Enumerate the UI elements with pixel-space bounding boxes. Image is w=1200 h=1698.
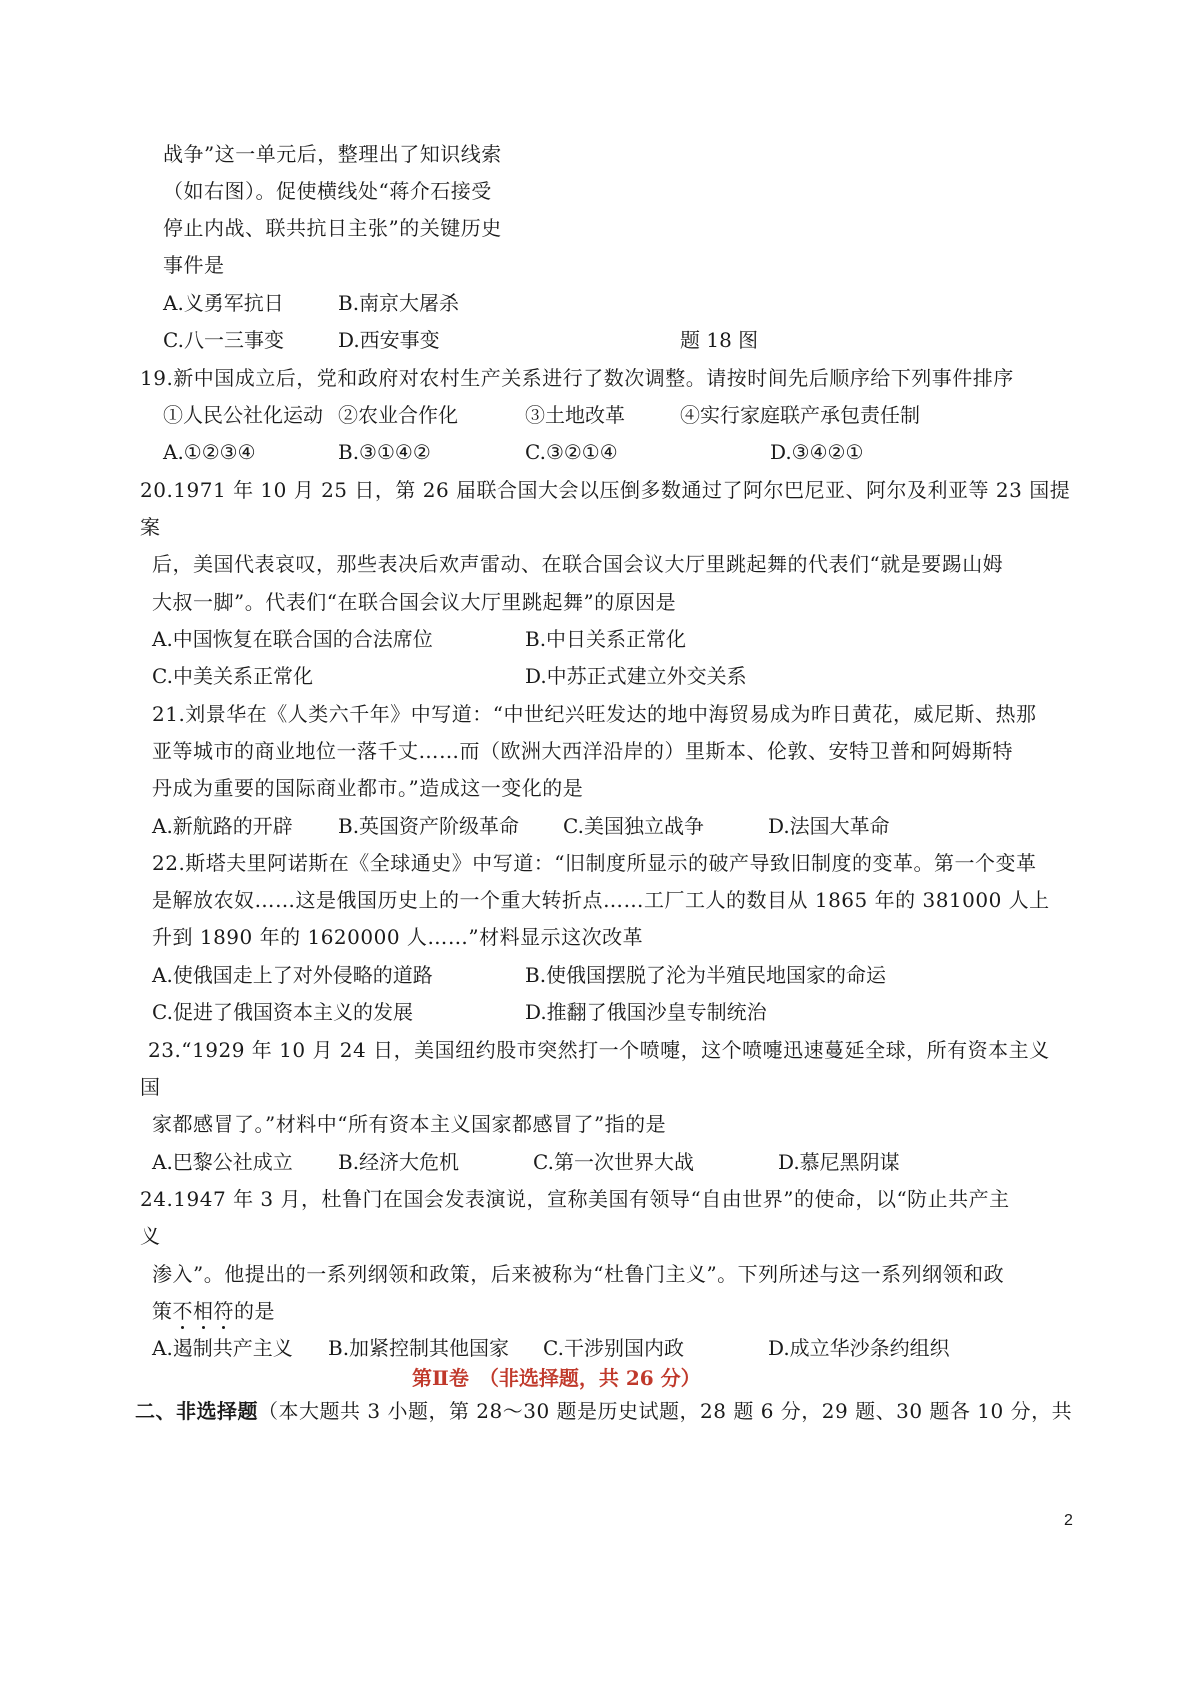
q20-line-1: 20.1971 年 10 月 25 日，第 26 届联合国大会以压倒多数通过了阿尔巴尼亚、阿尔及利亚等 23 国提 xyxy=(140,478,1071,502)
q21-option-b: B.英国资产阶级革命 xyxy=(338,814,520,838)
q24-line-1: 24.1947 年 3 月，杜鲁门在国会发表演说，宣称美国有领导“自由世界”的使命，以“防止共产主 xyxy=(140,1187,1010,1211)
page-number: 2 xyxy=(1064,1512,1073,1529)
q23-line-3: 家都感冒了。”材料中“所有资本主义国家都感冒了”指的是 xyxy=(152,1112,667,1136)
part2-section-line xyxy=(135,1397,1072,1425)
q22-line-1: 22.斯塔夫里阿诺斯在《全球通史》中写道：“旧制度所显示的破产导致旧制度的变革。第一个变革 xyxy=(152,851,1037,875)
q24-emphasis-text xyxy=(173,1299,235,1323)
q20-option-c: C.中美关系正常化 xyxy=(152,664,313,688)
q22-option-d: D.推翻了俄国沙皇专制统治 xyxy=(525,1000,767,1024)
q19-option-b: B.③①④② xyxy=(338,440,431,464)
q18-option-c: C.八一三事变 xyxy=(163,328,284,352)
q19-item-3: ③土地改革 xyxy=(525,403,625,427)
q19-option-a: A.①②③④ xyxy=(163,440,256,464)
q19-stem: 19.新中国成立后，党和政府对农村生产关系进行了数次调整。请按时间先后顺序给下列事件排序 xyxy=(140,366,1014,390)
q18-figure-caption: 题 18 图 xyxy=(680,328,759,352)
q24-line-4-suffix: 的是 xyxy=(234,1299,275,1323)
q18-option-b: B.南京大屠杀 xyxy=(338,291,460,315)
q24-option-d: D.成立华沙条约组织 xyxy=(768,1336,950,1360)
emphasis-char: 相 xyxy=(193,1299,214,1323)
q19-option-d: D.③④②① xyxy=(770,440,864,464)
q23-line-1: 23.“1929 年 10 月 24 日，美国纽约股市突然打一个喷嚏，这个喷嚏迅速蔓延全球，所有资本主义 xyxy=(148,1038,1050,1062)
emphasis-char: 不 xyxy=(172,1299,193,1323)
q21-option-a: A.新航路的开辟 xyxy=(152,814,293,838)
q20-option-a: A.中国恢复在联合国的合法席位 xyxy=(152,627,433,651)
q23-option-b: B.经济大危机 xyxy=(338,1150,460,1174)
q22-option-b: B.使俄国摆脱了沦为半殖民地国家的命运 xyxy=(525,963,887,987)
q19-item-4: ④实行家庭联产承包责任制 xyxy=(680,403,920,427)
q22-option-c: C.促进了俄国资本主义的发展 xyxy=(152,1000,413,1024)
q23-option-a: A.巴黎公社成立 xyxy=(152,1150,293,1174)
q24-line-4-prefix: 策 xyxy=(152,1299,173,1323)
q24-option-c: C.干涉别国内政 xyxy=(543,1336,684,1360)
q24-option-a: A.遏制共产主义 xyxy=(152,1336,293,1360)
q18-line-1: 战争”这一单元后，整理出了知识线索 xyxy=(163,142,502,166)
q20-option-b: B.中日关系正常化 xyxy=(525,627,687,651)
q21-line-1: 21.刘景华在《人类六千年》中写道：“中世纪兴旺发达的地中海贸易成为昨日黄花，威尼斯、热那 xyxy=(152,702,1037,726)
q21-option-c: C.美国独立战争 xyxy=(563,814,704,838)
q18-option-d: D.西安事变 xyxy=(338,328,440,352)
q21-line-2: 亚等城市的商业地位一落千丈……而（欧洲大西洋沿岸的）里斯本、伦敦、安特卫普和阿姆斯特 xyxy=(152,739,1013,763)
q20-line-3: 后，美国代表哀叹，那些表决后欢声雷动、在联合国会议大厅里跳起舞的代表们“就是要踢山姆 xyxy=(152,552,1004,576)
q21-option-d: D.法国大革命 xyxy=(768,814,890,838)
q24-line-3: 渗入”。他提出的一系列纲领和政策，后来被称为“杜鲁门主义”。下列所述与这一系列纲领和政 xyxy=(152,1262,1005,1286)
q22-option-a: A.使俄国走上了对外侵略的道路 xyxy=(152,963,433,987)
q20-line-2: 案 xyxy=(140,515,161,539)
q18-line-4: 事件是 xyxy=(163,253,225,277)
part2-heading: 第Ⅱ卷 （非选择题，共 26 分） xyxy=(412,1366,701,1390)
part2-section-desc: （本大题共 3 小题，第 28～30 题是历史试题，28 题 6 分，29 题、30 题各 10 分，共 xyxy=(258,1399,1073,1423)
q19-option-c: C.③②①④ xyxy=(525,440,618,464)
q23-option-d: D.慕尼黑阴谋 xyxy=(778,1150,900,1174)
emphasis-char: 符 xyxy=(213,1299,234,1323)
q18-line-3: 停止内战、联共抗日主张”的关键历史 xyxy=(163,216,502,240)
q23-option-c: C.第一次世界大战 xyxy=(533,1150,694,1174)
q23-line-2: 国 xyxy=(140,1075,161,1099)
q19-item-1: ①人民公社化运动 xyxy=(163,403,323,427)
q24-line-4 xyxy=(152,1297,275,1325)
q20-line-4: 大叔一脚”。代表们“在联合国会议大厅里跳起舞”的原因是 xyxy=(152,590,677,614)
q18-option-a: A.义勇军抗日 xyxy=(163,291,284,315)
part2-section-title: 二、非选择题 xyxy=(135,1399,258,1423)
q22-line-3: 升到 1890 年的 1620000 人……”材料显示这次改革 xyxy=(152,925,644,949)
q24-line-2: 义 xyxy=(140,1224,161,1248)
q24-option-b: B.加紧控制其他国家 xyxy=(328,1336,510,1360)
q22-line-2: 是解放农奴……这是俄国历史上的一个重大转折点……工厂工人的数目从 1865 年的 381000 人上 xyxy=(152,888,1050,912)
q18-line-2: （如右图）。促使横线处“蒋介石接受 xyxy=(163,179,492,203)
q20-option-d: D.中苏正式建立外交关系 xyxy=(525,664,747,688)
q19-item-2: ②农业合作化 xyxy=(338,403,458,427)
q21-line-3: 丹成为重要的国际商业都市。”造成这一变化的是 xyxy=(152,776,584,800)
